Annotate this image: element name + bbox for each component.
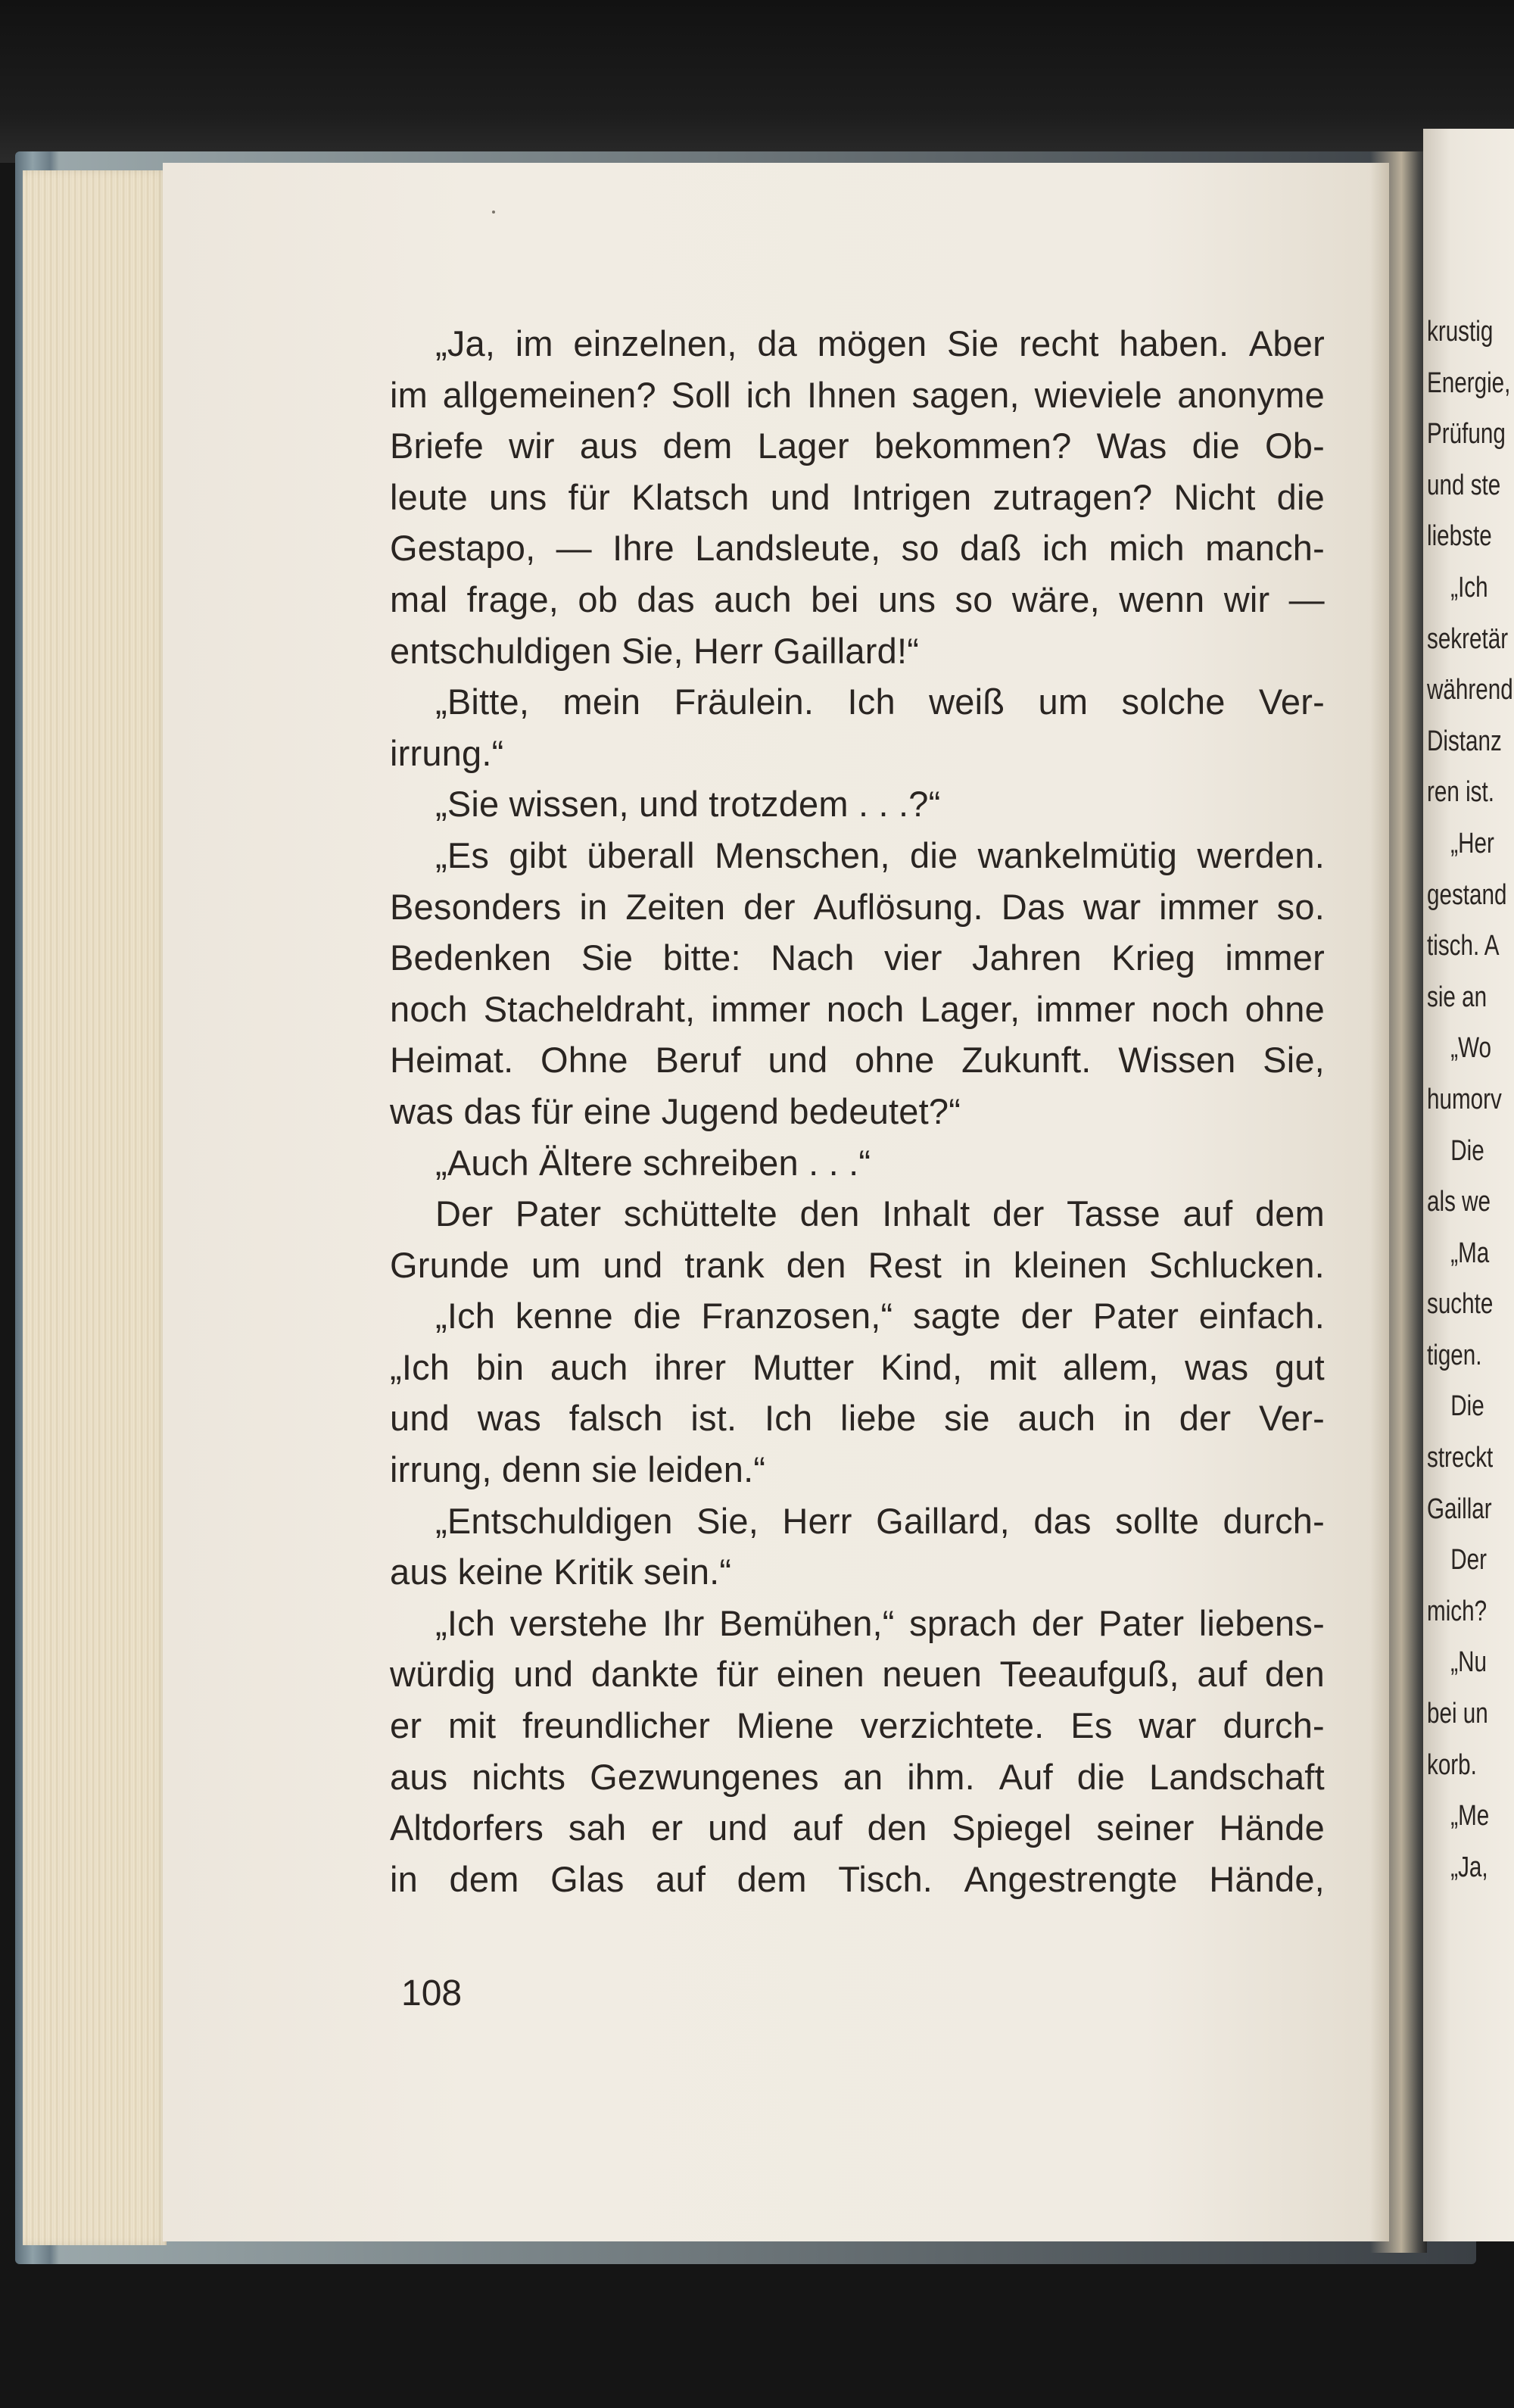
line-word: das (1033, 1500, 1092, 1541)
line-word: — (556, 528, 592, 569)
line-word: Gaillard, (876, 1500, 1010, 1541)
line-word: die (1076, 1756, 1126, 1797)
line-word: würdig (390, 1654, 496, 1695)
next-page-line: „Wo (1450, 1032, 1491, 1065)
line-word: ich (1042, 528, 1089, 569)
text-line (390, 472, 1325, 523)
line-word: Ich (847, 682, 896, 722)
line-word: einfach. (1198, 1296, 1325, 1337)
line-word: um (531, 1244, 581, 1285)
line-word: den (799, 1193, 860, 1234)
next-page-line: „Nu (1450, 1646, 1487, 1679)
line-word: frage, (466, 579, 559, 619)
text-line (390, 984, 1325, 1035)
line-word: recht (1019, 323, 1099, 363)
line-word: wenn (1119, 579, 1205, 619)
line-word: Tisch. (838, 1858, 933, 1899)
line-word: auf (792, 1808, 843, 1848)
next-page-line: „Me (1450, 1800, 1490, 1833)
line-word: freundlicher (522, 1705, 711, 1746)
line-word: Ihnen (807, 374, 897, 415)
next-page-line: als we (1427, 1186, 1491, 1218)
line-word: zutragen? (992, 476, 1153, 517)
line-word: liebe (840, 1398, 917, 1439)
line-word: die (1192, 426, 1240, 466)
line-word: anonyme (1177, 374, 1325, 415)
line-word: Zeiten (625, 886, 726, 927)
line-word: Herr (782, 1500, 852, 1541)
line-word: immer (1225, 937, 1325, 978)
next-page-line: Gaillar (1427, 1493, 1492, 1525)
line-word: Auf (998, 1756, 1053, 1797)
line-word: Rest (868, 1244, 942, 1285)
line-word: sie (944, 1398, 990, 1439)
line-word: der (743, 886, 796, 927)
line-text: „Auch Ältere schreiben . . .“ (435, 1142, 871, 1183)
line-word: wankelmütig (977, 834, 1178, 875)
line-word: dem (1254, 1193, 1325, 1234)
line-word: sah (568, 1808, 627, 1848)
line-word: aus (579, 426, 638, 466)
line-word: auch (714, 579, 792, 619)
line-word: Altdorfers (390, 1808, 544, 1848)
text-line (390, 1598, 1325, 1649)
text-line (390, 574, 1325, 625)
next-page-line: und ste (1427, 469, 1501, 501)
line-word: weiß (929, 682, 1005, 722)
line-word: die (633, 1296, 681, 1337)
next-page-line: sie an (1427, 981, 1488, 1013)
line-word: Ver- (1258, 682, 1325, 722)
line-word: Soll (671, 374, 731, 415)
line-word: haben. (1119, 323, 1229, 363)
line-text: „Sie wissen, und trotzdem . . .?“ (435, 784, 941, 825)
text-line (390, 1290, 1325, 1342)
text-line (390, 728, 1325, 779)
line-word: Sie (946, 323, 999, 363)
next-page-line: „Her (1450, 827, 1494, 859)
text-line (390, 318, 1325, 370)
page-number: 108 (401, 1973, 463, 2013)
line-word: der (1031, 1602, 1084, 1643)
line-word: auch (1017, 1398, 1096, 1439)
line-word: einzelnen, (573, 323, 737, 363)
line-word: mal (390, 579, 448, 619)
next-page-line: Die (1450, 1390, 1484, 1423)
line-word: Nach (771, 937, 855, 978)
line-word: ohne (855, 1040, 935, 1081)
line-word: Landschaft (1148, 1756, 1325, 1797)
line-word: allem, (1062, 1346, 1159, 1387)
line-word: Zukunft. (961, 1040, 1092, 1081)
line-word: mit (448, 1705, 497, 1746)
line-word: „Ich (435, 1296, 496, 1337)
paper-speck (492, 211, 495, 214)
line-word: manch- (1205, 528, 1325, 569)
text-line (390, 1496, 1325, 1547)
line-word: so (955, 579, 993, 619)
line-word: und (390, 1398, 450, 1439)
line-word: Pater (1092, 1296, 1179, 1337)
line-word: und (708, 1808, 768, 1848)
line-word: einen (776, 1654, 864, 1695)
line-word: ist. (690, 1398, 737, 1439)
line-word: überall (587, 834, 695, 875)
line-word: Schlucken. (1149, 1244, 1325, 1285)
line-word: wir (509, 426, 555, 466)
line-word: Franzosen,“ (701, 1296, 893, 1337)
text-line (390, 1854, 1325, 1905)
line-word: werden. (1197, 834, 1325, 875)
line-word: ihm. (907, 1756, 975, 1797)
line-word: auf (1182, 1193, 1233, 1234)
text-line (390, 1700, 1325, 1751)
line-word: den (1264, 1654, 1325, 1695)
next-page-line: krustig (1427, 316, 1494, 348)
line-word: Inhalt (882, 1193, 970, 1234)
line-word: bin (475, 1346, 525, 1387)
line-word: sprach (909, 1602, 1017, 1643)
line-word: Intrigen (851, 476, 972, 517)
line-word: noch (390, 988, 468, 1029)
line-word: da (757, 323, 797, 363)
line-word: sagen, (911, 374, 1020, 415)
line-text: irrung, denn sie leiden.“ (390, 1449, 766, 1490)
line-word: Hände, (1209, 1858, 1325, 1899)
line-word: mit (988, 1346, 1037, 1387)
next-page-line: „Ich (1450, 571, 1488, 604)
line-word: Pater (515, 1193, 602, 1234)
next-page-line: Distanz (1427, 725, 1502, 757)
next-page-line: mich? (1427, 1595, 1488, 1627)
line-word: schüttelte (623, 1193, 778, 1234)
line-word: uns (877, 579, 936, 619)
text-line (390, 830, 1325, 881)
line-word: noch (826, 988, 905, 1029)
line-word: bitte: (662, 937, 741, 978)
next-page-line: während (1427, 674, 1513, 706)
line-word: Grunde (390, 1244, 509, 1285)
text-line (390, 1188, 1325, 1240)
line-word: aus (390, 1756, 448, 1797)
next-page-line: „Ma (1450, 1237, 1490, 1269)
line-word: Ver- (1258, 1398, 1325, 1439)
line-word: in (390, 1858, 418, 1899)
line-word: Krieg (1111, 937, 1196, 978)
line-word: allgemeinen? (442, 374, 656, 415)
line-word: ich (746, 374, 793, 415)
book-gutter (1370, 151, 1427, 2253)
line-word: Stacheldraht, (483, 988, 696, 1029)
line-word: die (1276, 476, 1325, 517)
line-word: Der (435, 1193, 494, 1234)
next-page-line: tigen. (1427, 1339, 1482, 1371)
line-word: Ohne (540, 1040, 628, 1081)
line-word: Heimat. (390, 1040, 514, 1081)
text-line (390, 1393, 1325, 1444)
line-word: Fräulein. (674, 682, 815, 722)
line-word: Das (1001, 886, 1065, 927)
line-word: und (513, 1654, 574, 1695)
next-page-line: streckt (1427, 1442, 1494, 1474)
line-word: Briefe (390, 426, 484, 466)
text-line (390, 676, 1325, 728)
next-page-text-fragments (1427, 307, 1513, 1893)
text-line (390, 932, 1325, 984)
line-text: irrung.“ (390, 732, 504, 773)
line-word: um (1038, 682, 1089, 722)
line-word: Menschen, (715, 834, 890, 875)
next-page-line: humorv (1427, 1083, 1502, 1115)
line-word: auch (550, 1346, 628, 1387)
text-line (390, 1648, 1325, 1700)
line-word: Ob- (1265, 426, 1325, 466)
line-word: im (515, 323, 553, 363)
line-word: wäre, (1011, 579, 1100, 619)
line-word: wieviele (1034, 374, 1163, 415)
next-page-line: Energie, (1427, 367, 1511, 399)
text-line (390, 1137, 1325, 1189)
line-word: leute (390, 476, 468, 517)
line-word: was (1185, 1346, 1249, 1387)
line-word: falsch (569, 1398, 663, 1439)
line-word: Aber (1248, 323, 1325, 363)
line-word: der (992, 1193, 1045, 1234)
text-line (390, 1751, 1325, 1803)
line-word: nichts (472, 1756, 566, 1797)
line-word: bekommen? (874, 426, 1072, 466)
next-page-line: gestand (1427, 878, 1507, 911)
line-word: und (770, 476, 830, 517)
line-word: dem (449, 1858, 519, 1899)
text-line (390, 1086, 1325, 1137)
line-word: dem (662, 426, 733, 466)
line-word: auf (1197, 1654, 1248, 1695)
line-word: Nicht (1173, 476, 1256, 517)
line-word: Bemühen,“ (718, 1602, 895, 1643)
line-word: daß (959, 528, 1022, 569)
line-word: bei (811, 579, 859, 619)
next-page-line: ren ist. (1427, 776, 1494, 809)
line-word: den (786, 1244, 846, 1285)
line-word: das (637, 579, 695, 619)
line-text: was das für eine Jugend bedeutet?“ (390, 1090, 961, 1131)
line-word: Ihre (612, 528, 674, 569)
line-word: war (1139, 1705, 1197, 1746)
next-page-line: korb. (1427, 1748, 1477, 1781)
line-word: so (901, 528, 939, 569)
line-word: in (1123, 1398, 1151, 1439)
next-page-line: tisch. A (1427, 930, 1500, 962)
line-word: liebens- (1198, 1602, 1325, 1643)
line-word: Was (1096, 426, 1167, 466)
line-word: so. (1276, 886, 1325, 927)
line-word: „Bitte, (435, 682, 530, 722)
text-line (390, 1034, 1325, 1086)
line-text: entschuldigen Sie, Herr Gaillard!“ (390, 630, 920, 671)
next-page-line: Der (1450, 1544, 1487, 1577)
line-word: seiner (1096, 1808, 1195, 1848)
line-word: verstehe (509, 1602, 648, 1643)
next-page-line: Die (1450, 1134, 1484, 1167)
line-word: „Ich (390, 1346, 450, 1387)
next-page-line: suchte (1427, 1288, 1494, 1321)
line-word: für (568, 476, 611, 517)
text-line (390, 420, 1325, 472)
line-word: Mutter (752, 1346, 855, 1387)
line-word: er (390, 1705, 422, 1746)
line-word: Sie (581, 937, 634, 978)
line-word: Auflösung. (813, 886, 983, 927)
line-word: sollte (1115, 1500, 1200, 1541)
line-word: „Ich (435, 1602, 496, 1643)
line-word: er (651, 1808, 684, 1848)
line-word: Sie, (1263, 1040, 1325, 1081)
page-stack-edges (23, 170, 167, 2245)
line-word: Miene (736, 1705, 834, 1746)
line-word: in (963, 1244, 992, 1285)
line-word: und (603, 1244, 663, 1285)
line-word: Spiegel (952, 1808, 1072, 1848)
line-word: Lager, (920, 988, 1020, 1029)
next-page-line: sekretär (1427, 622, 1509, 655)
line-word: „Es (435, 834, 490, 875)
text-line (390, 522, 1325, 574)
line-word: — (1288, 579, 1325, 619)
line-word: mein (562, 682, 641, 722)
line-word: wir (1223, 579, 1270, 619)
line-word: dankte (590, 1654, 699, 1695)
line-word: trank (684, 1244, 765, 1285)
line-word: Klatsch (631, 476, 749, 517)
line-word: Jahren (971, 937, 1082, 978)
line-word: Bedenken (390, 937, 552, 978)
line-word: ob (578, 579, 618, 619)
line-word: an (843, 1756, 883, 1797)
line-word: vier (884, 937, 942, 978)
line-word: immer (711, 988, 811, 1029)
line-word: uns (489, 476, 547, 517)
line-word: Gestapo, (390, 528, 536, 569)
next-page-line: „Ja, (1450, 1851, 1488, 1883)
line-word: auf (656, 1858, 706, 1899)
line-word: neuen (882, 1654, 983, 1695)
line-word: ihrer (654, 1346, 727, 1387)
line-word: die (910, 834, 958, 875)
line-word: und (768, 1040, 828, 1081)
line-word: Kind, (880, 1346, 963, 1387)
line-word: Hände (1219, 1808, 1325, 1848)
line-word: den (867, 1808, 927, 1848)
line-word: noch (1151, 988, 1229, 1029)
line-word: durch- (1223, 1705, 1325, 1746)
text-line (390, 1444, 1325, 1496)
line-word: dem (737, 1858, 807, 1899)
line-word: Glas (550, 1858, 625, 1899)
line-word: sagte (913, 1296, 1001, 1337)
line-word: Ihr (662, 1602, 705, 1643)
line-text: aus keine Kritik sein.“ (390, 1552, 732, 1592)
text-line (390, 881, 1325, 933)
line-word: Gezwungenes (590, 1756, 819, 1797)
line-word: Tasse (1067, 1193, 1160, 1234)
line-word: durch- (1223, 1500, 1325, 1541)
line-word: gut (1275, 1346, 1325, 1387)
dark-backdrop (0, 0, 1514, 163)
line-word: Beruf (655, 1040, 741, 1081)
line-word: Landsleute, (695, 528, 881, 569)
line-word: immer (1159, 886, 1259, 927)
line-word: gibt (509, 834, 567, 875)
next-page-line: bei un (1427, 1698, 1488, 1730)
line-word: im (390, 374, 428, 415)
text-line (390, 370, 1325, 421)
page-body-text (390, 318, 1325, 1904)
line-word: was (477, 1398, 541, 1439)
line-word: kenne (515, 1296, 613, 1337)
line-word: solche (1121, 682, 1226, 722)
line-word: Sie, (696, 1500, 759, 1541)
line-word: Lager (757, 426, 849, 466)
line-word: Es (1070, 1705, 1113, 1746)
line-word: Teeaufguß, (999, 1654, 1179, 1695)
line-word: ohne (1245, 988, 1325, 1029)
text-line (390, 1342, 1325, 1393)
text-line (390, 1802, 1325, 1854)
line-word: mögen (817, 323, 927, 363)
text-line (390, 1240, 1325, 1291)
line-word: „Entschuldigen (435, 1500, 673, 1541)
next-page-line: liebste (1427, 520, 1492, 553)
text-line (390, 625, 1325, 677)
line-word: mich (1108, 528, 1185, 569)
line-word: Angestrengte (964, 1858, 1178, 1899)
line-word: war (1083, 886, 1142, 927)
text-line (390, 1546, 1325, 1598)
line-word: verzichtete. (860, 1705, 1045, 1746)
line-word: kleinen (1013, 1244, 1128, 1285)
next-page-line: Prüfung (1427, 418, 1506, 451)
line-word: Besonders (390, 886, 562, 927)
line-word: in (579, 886, 608, 927)
line-word: der (1020, 1296, 1073, 1337)
line-word: der (1179, 1398, 1232, 1439)
line-word: immer (1036, 988, 1136, 1029)
text-line (390, 778, 1325, 830)
line-word: Wissen (1118, 1040, 1236, 1081)
line-word: „Ja, (435, 323, 496, 363)
line-word: Ich (765, 1398, 813, 1439)
line-word: für (716, 1654, 759, 1695)
line-word: Pater (1098, 1602, 1185, 1643)
